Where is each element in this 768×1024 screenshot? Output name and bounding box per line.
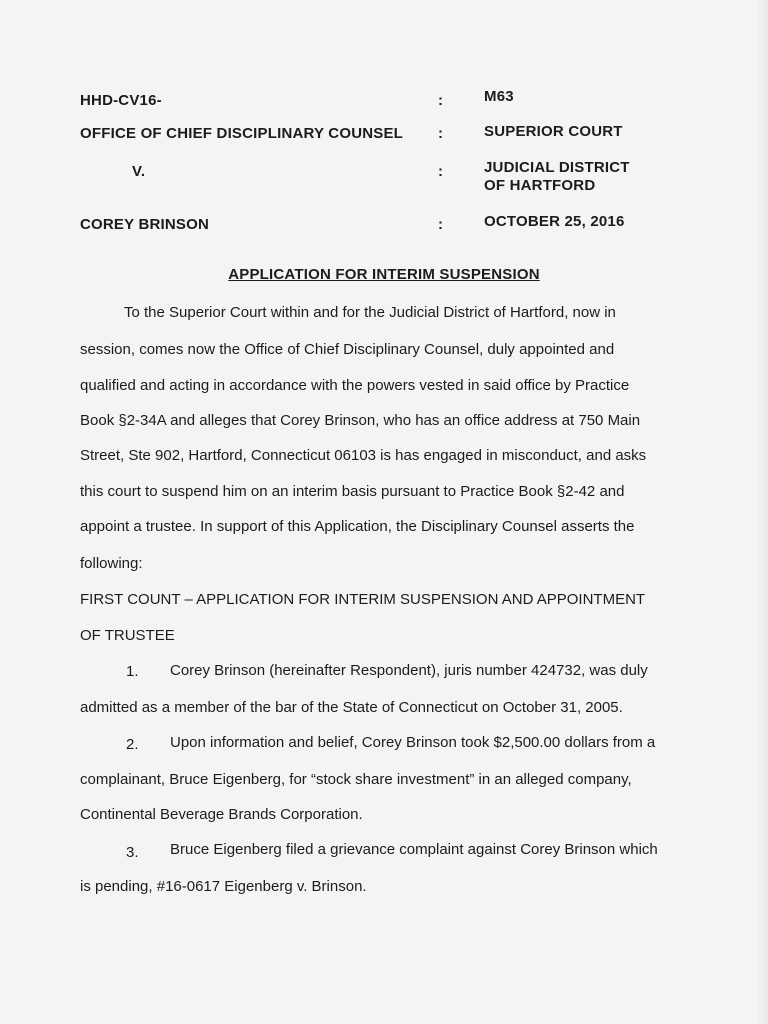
- plaintiff-name: OFFICE OF CHIEF DISCIPLINARY COUNSEL: [80, 125, 404, 142]
- filing-date: OCTOBER 25, 2016: [484, 213, 625, 230]
- intro-line: qualified and acting in accordance with the powers vested in said office by Practice: [80, 377, 630, 394]
- versus: V.: [132, 163, 146, 180]
- paragraph-number: 1.: [126, 663, 139, 680]
- caption-colon: :: [438, 216, 443, 233]
- document-title: APPLICATION FOR INTERIM SUSPENSION: [228, 266, 540, 283]
- court-name: SUPERIOR COURT: [484, 123, 623, 140]
- intro-line: appoint a trustee. In support of this Application, the Disciplinary Counsel asserts the: [80, 518, 635, 535]
- judicial-district-line2: OF HARTFORD: [484, 177, 596, 194]
- case-number: HHD-CV16-: [80, 92, 162, 109]
- count-heading-line2: OF TRUSTEE: [80, 627, 175, 644]
- paragraph-line: Continental Beverage Brands Corporation.: [80, 806, 363, 823]
- judicial-district-line1: JUDICIAL DISTRICT: [484, 159, 630, 176]
- scan-edge-shadow: [756, 0, 768, 1024]
- paragraph-number: 3.: [126, 844, 139, 861]
- intro-line: following:: [80, 555, 143, 572]
- paragraph-line: is pending, #16-0617 Eigenberg v. Brinson.: [80, 878, 367, 895]
- intro-line: To the Superior Court within and for the Judicial District of Hartford, now in: [124, 304, 616, 321]
- paragraph-number: 2.: [126, 736, 139, 753]
- caption-colon: :: [438, 163, 443, 180]
- intro-line: this court to suspend him on an interim basis pursuant to Practice Book §2-42 and: [80, 483, 625, 500]
- paragraph-line: Bruce Eigenberg filed a grievance complaint against Corey Brinson which: [170, 841, 658, 858]
- caption-colon: :: [438, 92, 443, 109]
- docket-suffix: M63: [484, 88, 514, 105]
- paragraph-line: Corey Brinson (hereinafter Respondent), juris number 424732, was duly: [170, 662, 648, 679]
- intro-line: Book §2-34A and alleges that Corey Brinson, who has an office address at 750 Main: [80, 412, 641, 429]
- defendant-name: COREY BRINSON: [80, 216, 210, 233]
- paragraph-line: complainant, Bruce Eigenberg, for “stock share investment” in an alleged company,: [80, 771, 632, 788]
- caption-colon: :: [438, 125, 443, 142]
- intro-line: Street, Ste 902, Hartford, Connecticut 06103 is has engaged in misconduct, and asks: [80, 447, 647, 464]
- paragraph-line: Upon information and belief, Corey Brinson took $2,500.00 dollars from a: [170, 734, 656, 751]
- paragraph-line: admitted as a member of the bar of the State of Connecticut on October 31, 2005.: [80, 699, 623, 716]
- count-heading-line1: FIRST COUNT – APPLICATION FOR INTERIM SUSPENSION AND APPOINTMENT: [80, 591, 646, 608]
- intro-line: session, comes now the Office of Chief Disciplinary Counsel, duly appointed and: [80, 341, 615, 358]
